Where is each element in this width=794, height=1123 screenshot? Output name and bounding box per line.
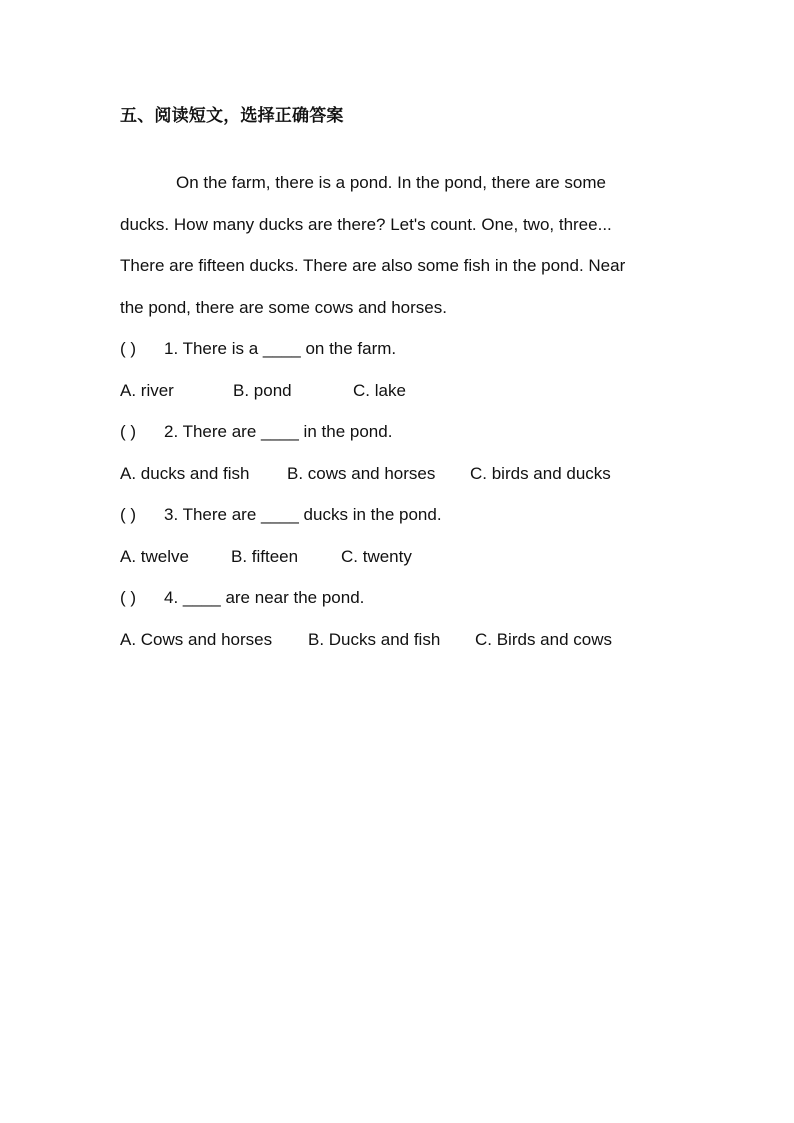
question-4 (120, 577, 680, 619)
answer-blank[interactable]: ( ) (120, 505, 137, 524)
question-3 (120, 494, 680, 536)
question-3-options (120, 536, 680, 578)
reading-passage (120, 162, 680, 328)
passage-line: There are fifteen ducks. There are also some fish in the pond. Near (120, 256, 626, 275)
question-1 (120, 328, 680, 370)
question-2-options (120, 453, 680, 495)
answer-blank[interactable]: ( ) (120, 588, 137, 607)
option-a: A. river (120, 380, 174, 400)
option-c: C. twenty (341, 546, 412, 566)
option-c: C. Birds and cows (475, 629, 612, 649)
answer-blank[interactable]: ( ) (120, 422, 137, 441)
question-2 (120, 411, 680, 453)
option-a: A. twelve (120, 546, 189, 566)
option-b: B. pond (233, 380, 292, 400)
question-4-options (120, 619, 680, 661)
section-heading: 五、阅读短文，选择正确答案 (120, 106, 344, 126)
question-1-options (120, 370, 680, 412)
reading-section (120, 100, 680, 660)
question-stem: 4. ____ are near the pond. (164, 588, 365, 607)
option-b: B. fifteen (231, 546, 299, 566)
option-b: B. Ducks and fish (308, 629, 441, 649)
answer-blank[interactable]: ( ) (120, 339, 137, 358)
passage-line: On the farm, there is a pond. In the pond, there are some (176, 173, 606, 192)
option-c: C. lake (353, 380, 406, 400)
option-a: A. Cows and horses (120, 629, 273, 649)
option-a: A. ducks and fish (120, 463, 250, 483)
question-list (120, 328, 680, 660)
passage-line: ducks. How many ducks are there? Let's count. One, two, three... (120, 214, 612, 234)
question-stem: 3. There are ____ ducks in the pond. (164, 505, 442, 524)
question-stem: 2. There are ____ in the pond. (164, 422, 393, 441)
passage-line: the pond, there are some cows and horses. (120, 297, 447, 317)
option-c: C. birds and ducks (470, 463, 611, 483)
option-b: B. cows and horses (287, 463, 436, 483)
question-stem: 1. There is a ____ on the farm. (164, 339, 397, 358)
